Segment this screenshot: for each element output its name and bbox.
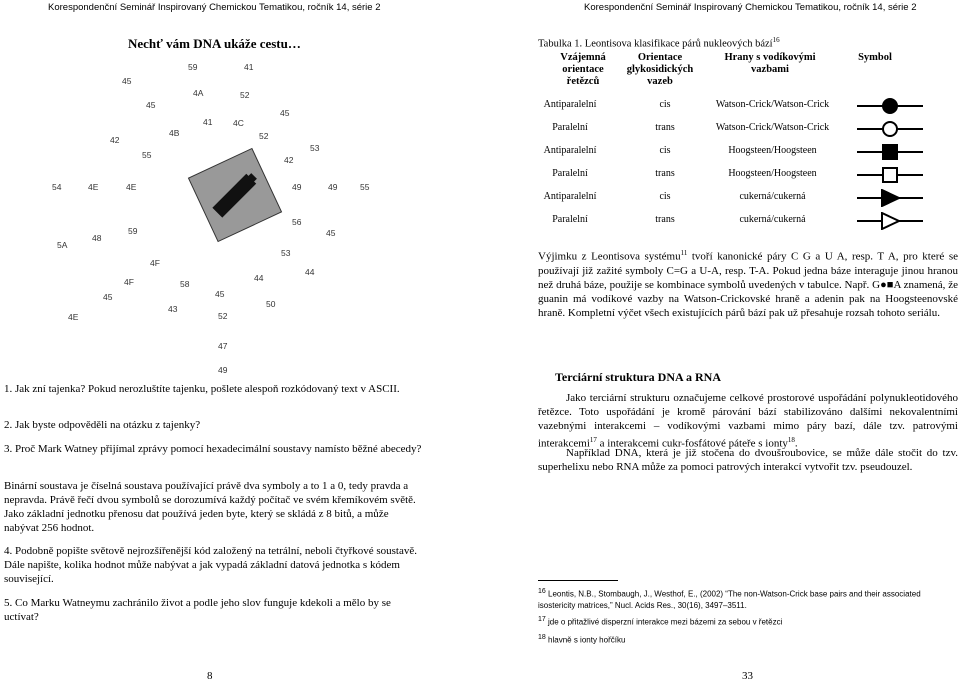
table-row [535, 143, 935, 161]
triangle-filled-symbol-icon [855, 189, 927, 207]
header-symbol: Symbol [858, 52, 892, 63]
puzzle-label: 44 [305, 267, 315, 277]
question-1: 1. Jak zní tajenka? Pokud nerozluštíte tajenku, pošlete alespoň rozkódovaný text v ASCII. [4, 383, 400, 395]
header-glycosidic: Orientace glykosidických vazeb [626, 52, 694, 87]
puzzle-label: 49 [218, 365, 228, 375]
cell-orientation: Paralelní [552, 122, 588, 133]
circle-filled-symbol-icon [855, 97, 927, 115]
puzzle-label: 4F [124, 277, 134, 287]
puzzle-label: 50 [266, 299, 276, 309]
puzzle-label: 42 [284, 155, 294, 165]
puzzle-label: 45 [103, 292, 113, 302]
triangle-open-symbol-icon [855, 212, 927, 230]
puzzle-label: 55 [360, 182, 370, 192]
puzzle-label: 55 [142, 150, 152, 160]
cell-orientation: Paralelní [552, 168, 588, 179]
puzzle-label: 4C [233, 118, 244, 128]
header-orientation: Vzájemná orientace řetězců [560, 52, 606, 87]
cell-glycosidic: trans [655, 122, 675, 133]
puzzle-label: 47 [218, 341, 228, 351]
footnote-18: $^{18}$ hlavně s ionty hořčíku [538, 634, 626, 645]
puzzle-label: 59 [128, 226, 138, 236]
cell-edges: cukerná/cukerná [739, 214, 806, 225]
leontis-paragraph: Výjimku z Leontisova systému$^{11}$ tvoří kanonické páry C G a U A, resp. T A, pro které se používají již zažité symboly C=G a U-A, resp. T-A. Pokud jedna báze interaguje jinou hranou než druhá báze, použije se kombinace symbolů uvedených v tabulce. Např. G●■A znamená, že guanin má vodíkové vazby na Watson-Crickovské hraně a adenin pak na Hoogsteenovské hraně. Kompletní výčet všech existujících párů bází pak už přesahuje rozsah tohoto seriálu. [538, 249, 958, 319]
puzzle-label: 41 [203, 117, 213, 127]
puzzle-label: 4F [150, 258, 160, 268]
puzzle-label: 45 [122, 76, 132, 86]
puzzle-label: 42 [110, 135, 120, 145]
table-caption: Tabulka 1. Leontisova klasifikace párů nukleových bází$^{16}$ [538, 36, 780, 50]
puzzle-label: 52 [218, 311, 228, 321]
puzzle-label: 43 [168, 304, 178, 314]
puzzle-label: 45 [326, 228, 336, 238]
cell-orientation: Antiparalelní [543, 191, 597, 202]
table-row [535, 212, 935, 230]
page-number: 8 [207, 670, 213, 682]
puzzle-label: 53 [281, 248, 291, 258]
binary-text: Binární soustava je číselná soustava používající právě dva symboly a to 1 a 0, tedy pravda a nepravda. Právě řečí dvou symbolů se dorozumívá každý počítač ve svém křemíkovém světě. Jako základní jednotku přenosu dat používá jeden byte, který se skládá z 8 bitů, a může nabývat 256 hodnot. [4, 480, 416, 534]
puzzle-label: 48 [92, 233, 102, 243]
cell-edges: Watson-Crick/Watson-Crick [715, 99, 830, 110]
page-number-right: 33 [742, 670, 753, 682]
tertiary-paragraph: Jako terciární strukturu označujeme celkové prostorové uspořádání polynukleotidového řetězce. Toto uspořádání je kromě párování bází stabilizováno dalšími nekovalentními vazebnými interakcemi – vodíkovými vazbami mimo páry bazí, dále tzv. patrovými interakcemi$^{17}$ a interakcemi cukr-fosfátové páteře s ionty$^{18}$. [538, 392, 958, 450]
puzzle-label: 41 [244, 62, 254, 72]
puzzle-label: 49 [328, 182, 338, 192]
cell-orientation: Antiparalelní [543, 99, 597, 110]
page-header-right: Korespondenční Seminář Inspirovaný Chemickou Tematikou, ročník 14, série 2 [584, 2, 917, 13]
square-open-symbol-icon [855, 166, 927, 184]
section-title: Terciární struktura DNA a RNA [555, 370, 722, 384]
puzzle-label: 58 [180, 279, 190, 289]
cell-edges: Hoogsteen/Hoogsteen [728, 145, 817, 156]
cell-edges: Hoogsteen/Hoogsteen [728, 168, 817, 179]
puzzle-label: 52 [240, 90, 250, 100]
cell-glycosidic: cis [659, 145, 671, 156]
puzzle-label: 56 [292, 217, 302, 227]
question-5: 5. Co Marku Watneymu zachránilo život a podle jeho slov funguje kdekoli a mělo by se uctívat? [4, 597, 391, 623]
cell-orientation: Paralelní [552, 214, 588, 225]
puzzle-label: 4A [193, 88, 204, 98]
puzzle-label: 45 [146, 100, 156, 110]
cell-orientation: Antiparalelní [543, 145, 597, 156]
footnote-divider [538, 580, 618, 581]
question-3: 3. Proč Mark Watney přijímal zprávy pomocí hexadecimální soustavy namísto běžné abecedy? [4, 443, 422, 455]
cell-glycosidic: trans [655, 214, 675, 225]
puzzle-label: 59 [188, 62, 198, 72]
table-row [535, 120, 935, 138]
table-row [535, 189, 935, 207]
footnote-16: $^{16}$ Leontis, N.B., Stombaugh, J., Westhof, E., (2002) “The non-Watson-Crick base pairs and their associated isostericity matrices,” Nucl. Acids Res., 30(16), 3497–3511. [538, 588, 921, 610]
cell-glycosidic: cis [659, 191, 671, 202]
puzzle-label: 45 [215, 289, 225, 299]
puzzle-label: 52 [259, 131, 269, 141]
puzzle-label: 4E [126, 182, 137, 192]
header-edges: Hrany s vodíkovými vazbami [724, 52, 816, 75]
puzzle-label: 4E [68, 312, 79, 322]
table-row [535, 97, 935, 115]
puzzle-device-image [180, 140, 290, 250]
puzzle-label: 53 [310, 143, 320, 153]
cell-edges: Watson-Crick/Watson-Crick [715, 122, 830, 133]
square-filled-symbol-icon [855, 143, 927, 161]
question-4: 4. Podobně popište světově nejrozšířenější kód založený na tetrální, neboli čtyřkové soustavě. Dále napište, kolika hodnot může nabývat a jak vypadá základní datová jednotka s kódem související. [4, 545, 417, 585]
footnote-17: $^{17}$ jde o přitažlivé disperzní interakce mezi bázemi za sebou v řetězci [538, 616, 783, 627]
puzzle-label: 4E [88, 182, 99, 192]
table-row [535, 166, 935, 184]
cell-glycosidic: cis [659, 99, 671, 110]
puzzle-label: 4B [169, 128, 180, 138]
puzzle-label: 44 [254, 273, 264, 283]
page-header: Korespondenční Seminář Inspirovaný Chemickou Tematikou, ročník 14, série 2 [48, 2, 381, 13]
puzzle-label: 5A [57, 240, 68, 250]
puzzle-label: 45 [280, 108, 290, 118]
circle-open-symbol-icon [855, 120, 927, 138]
cell-edges: cukerná/cukerná [739, 191, 806, 202]
dna-paragraph: Například DNA, která je již stočena do dvoušroubovice, se může dále stočit do tzv. superhelixu nebo RNA může za pomoci patrových interakcí vytvořit tzv. pseudouzel. [538, 447, 958, 473]
puzzle-label: 54 [52, 182, 62, 192]
puzzle-label: 49 [292, 182, 302, 192]
puzzle-title: Nechť vám DNA ukáže cestu… [128, 36, 301, 51]
cell-glycosidic: trans [655, 168, 675, 179]
question-2: 2. Jak byste odpověděli na otázku z tajenky? [4, 419, 201, 431]
